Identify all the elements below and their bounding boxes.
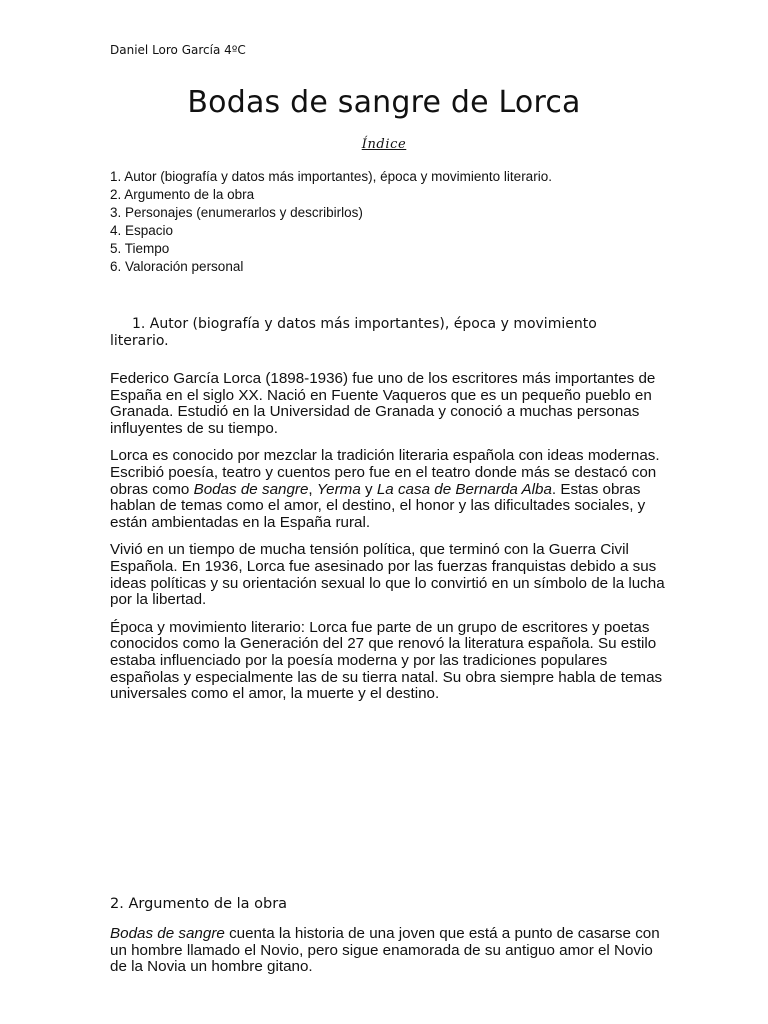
author-line: Daniel Loro García 4ºC bbox=[110, 43, 246, 57]
toc-item: 3. Personajes (enumerarlos y describirlos) bbox=[110, 205, 363, 220]
work-title: Bodas de sangre bbox=[110, 925, 225, 942]
toc-item: 1. Autor (biografía y datos más importantes), época y movimiento literario. bbox=[110, 169, 552, 184]
text-run: cuenta la historia de una joven que está a punto de casarse con un hombre llamado el Novio, pero sigue enamorada de su antiguo amor el Novio de la Novia un hombre gitano. bbox=[110, 925, 660, 976]
work-title: Yerma bbox=[316, 480, 361, 498]
text-run: , bbox=[308, 480, 317, 498]
text-run: . Estas obras hablan de temas como el amor, el destino, el honor y las dificultades sociales, y están ambientadas en la España rural. bbox=[110, 480, 646, 531]
work-title: Bodas de sangre bbox=[193, 480, 309, 498]
toc-item: 2. Argumento de la obra bbox=[110, 187, 255, 202]
paragraph bbox=[110, 448, 670, 531]
section2-heading: 2. Argumento de la obra bbox=[110, 896, 288, 912]
paragraph: Época y movimiento literario: Lorca fue parte de un grupo de escritores y poetas conocidos como la Generación del 27 que renovó la literatura española. Su estilo estaba influenciado por la poesía moderna y por las tradiciones populares españolas y especialmente las de su tierra natal. Su obra siempre habla de temas universales como el amor, la muerte y el destino. bbox=[110, 618, 663, 703]
toc-item: 4. Espacio bbox=[110, 223, 174, 238]
document-title: Bodas de sangre de Lorca bbox=[187, 85, 581, 120]
text-run: Lorca es conocido por mezclar la tradición literaria española con ideas modernas. Escribió poesía, teatro y cuentos pero fue en el teatro donde más se destacó con obras como bbox=[110, 447, 660, 498]
work-title: La casa de Bernarda Alba bbox=[376, 480, 552, 498]
text-run: y bbox=[360, 480, 377, 498]
toc-item: 5. Tiempo bbox=[110, 241, 170, 256]
index-heading: Índice bbox=[361, 137, 407, 152]
toc-item: 6. Valoración personal bbox=[110, 259, 244, 274]
paragraph: Federico García Lorca (1898-1936) fue uno de los escritores más importantes de España en el siglo XX. Nació en Fuente Vaqueros que es un pequeño pueblo en Granada. Estudió en la Universidad de Granada y conoció a muchas personas influyentes de su tiempo. bbox=[110, 370, 656, 437]
paragraph bbox=[110, 926, 670, 976]
paragraph: Vivió en un tiempo de mucha tensión política, que terminó con la Guerra Civil Española. En 1936, Lorca fue asesinado por las fuerzas franquistas debido a sus ideas políticas y su orientación sexual lo que lo convirtió en un símbolo de la lucha por la libertad. bbox=[110, 541, 665, 609]
section1-body bbox=[110, 371, 670, 714]
table-of-contents bbox=[110, 168, 552, 276]
section2-body bbox=[110, 926, 670, 987]
section1-heading: 1. Autor (biografía y datos más importantes), época y movimiento literario. bbox=[110, 316, 597, 349]
